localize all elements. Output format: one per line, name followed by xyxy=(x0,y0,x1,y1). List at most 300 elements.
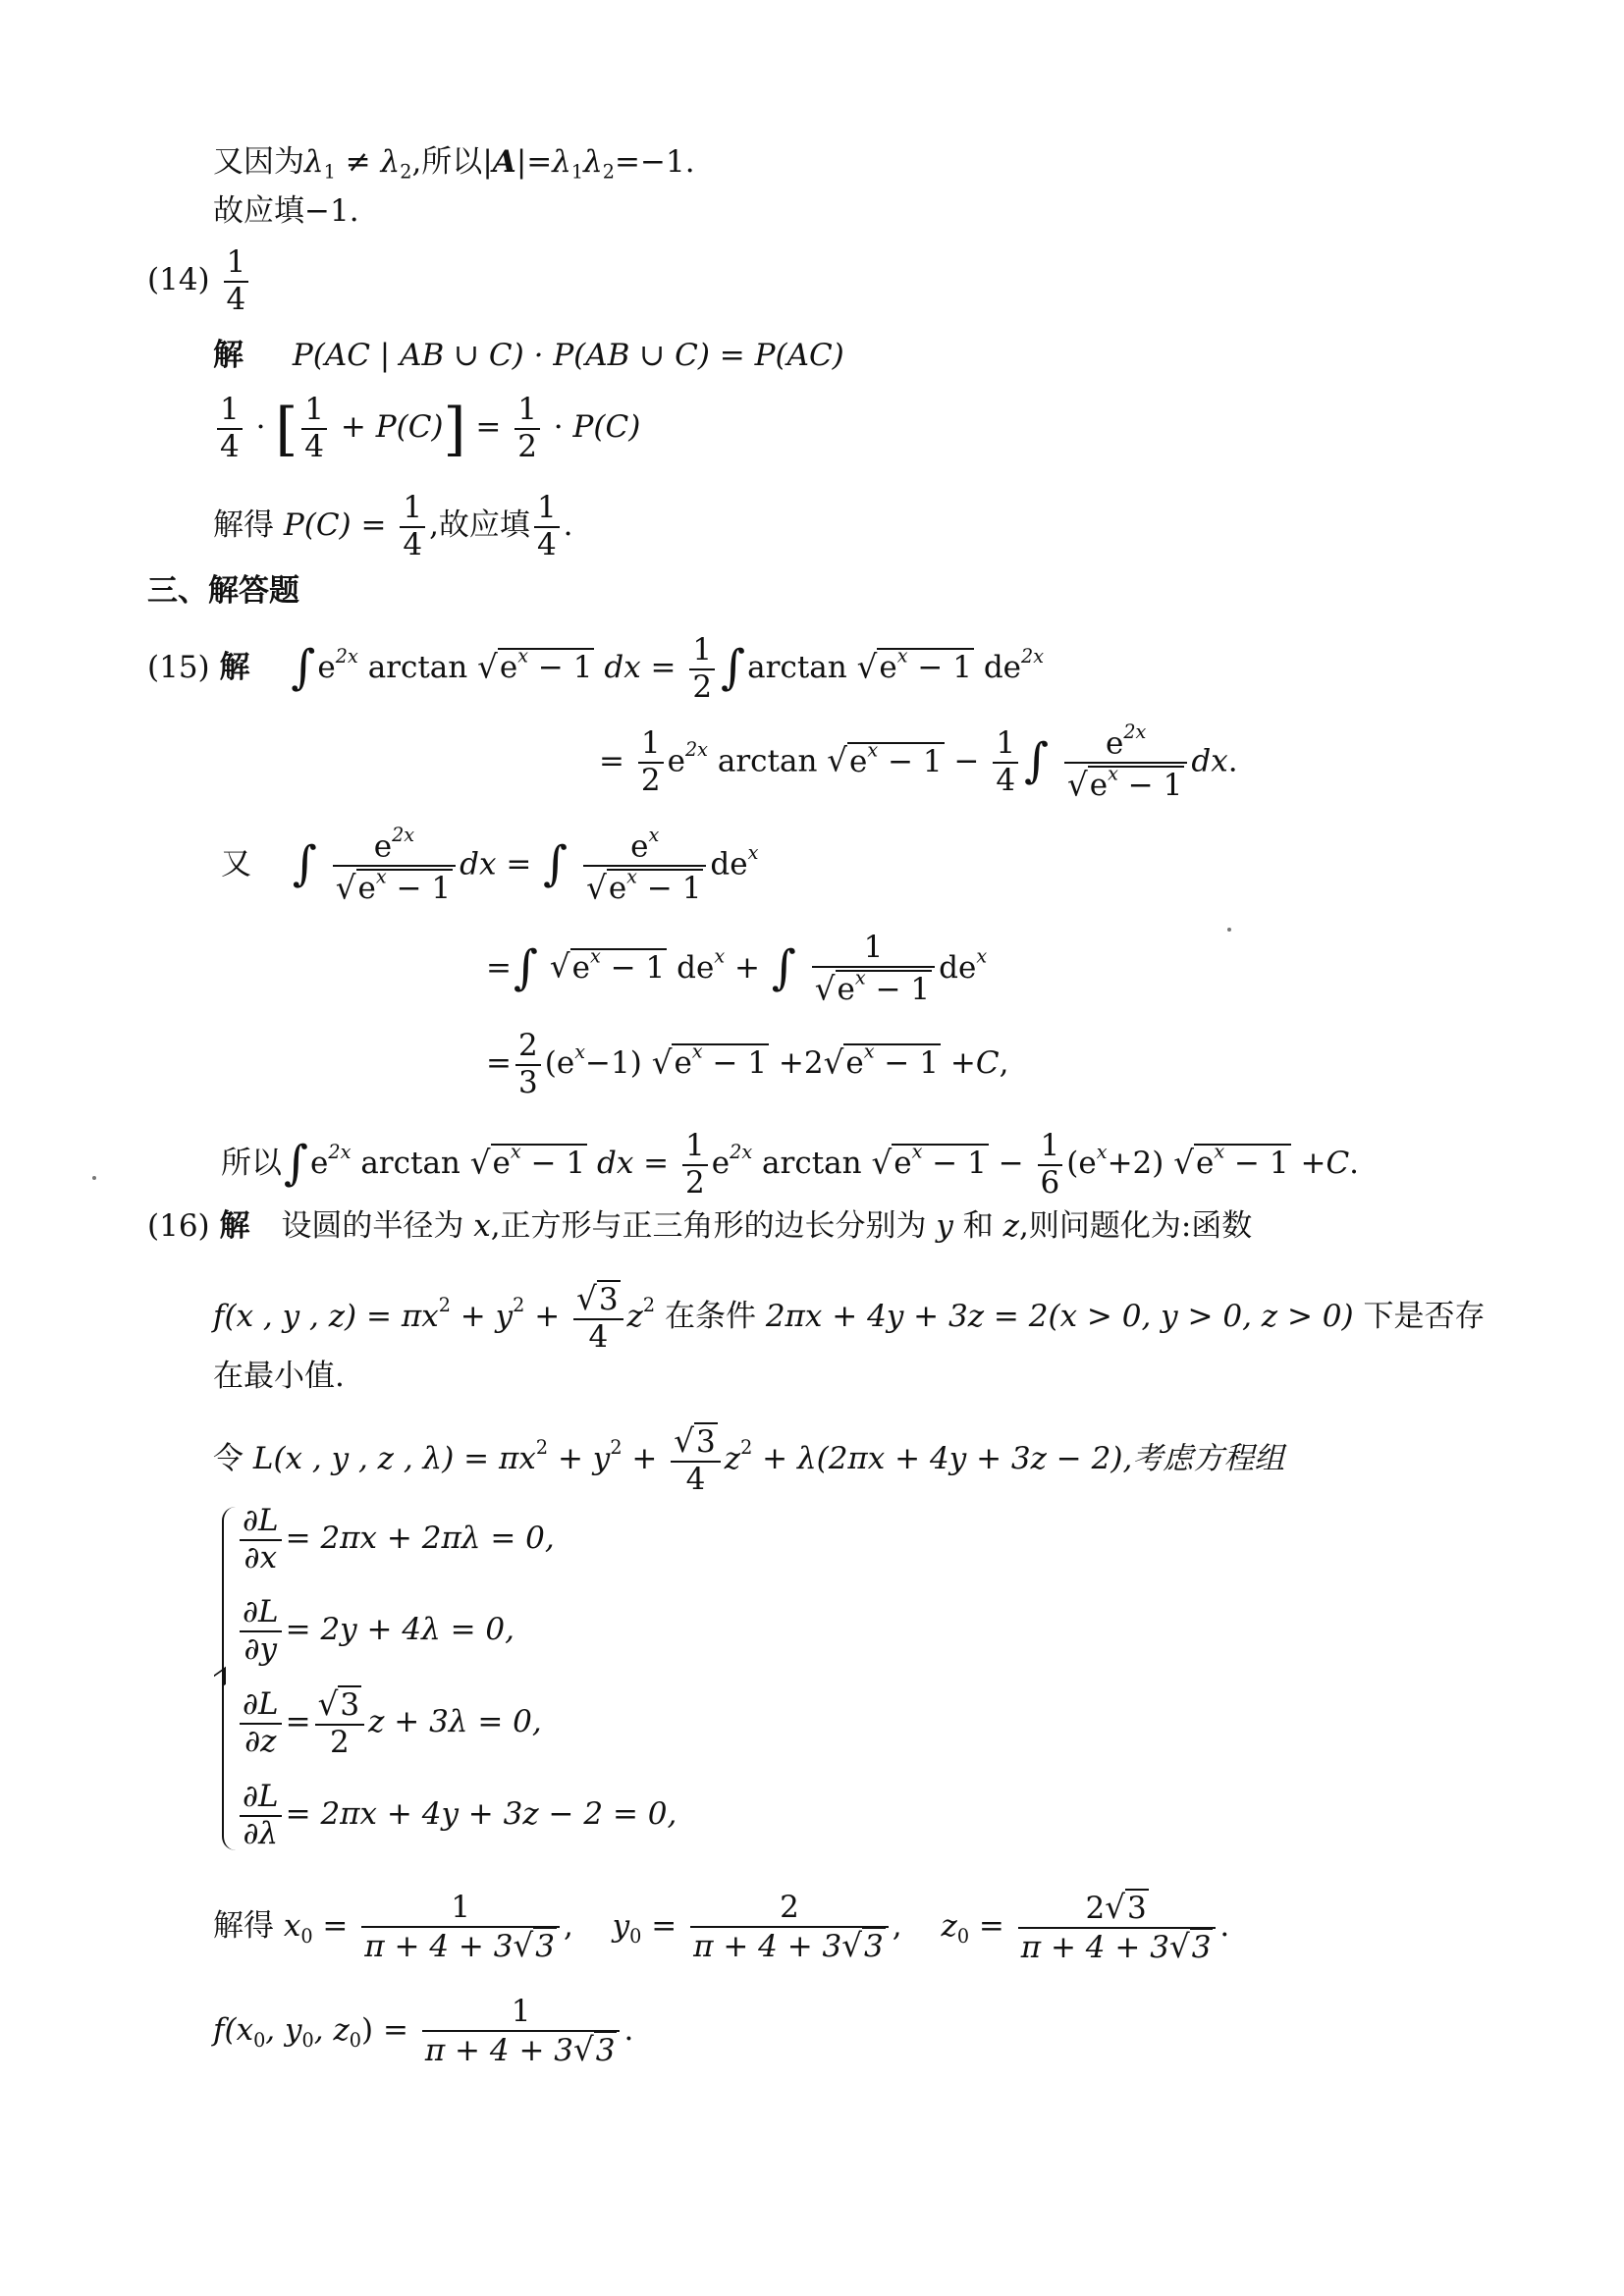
question-number: (14) xyxy=(147,262,210,298)
plus-sign: + xyxy=(778,1045,804,1082)
prob-p: P xyxy=(553,338,574,373)
eq-sign: = xyxy=(366,1299,392,1335)
arguments: (x , y , z) xyxy=(224,1299,357,1335)
text-segment: 在条件 xyxy=(664,1299,756,1335)
radicand xyxy=(1194,1140,1291,1182)
fraction xyxy=(1038,1129,1063,1201)
subscript: 0 xyxy=(253,2028,266,2052)
subscript: 0 xyxy=(349,2028,361,2052)
variable: z xyxy=(724,1441,741,1477)
exp-base: e xyxy=(373,828,393,865)
eq-sign: = xyxy=(486,949,512,986)
integral-sign: ∫ xyxy=(1024,733,1050,789)
minus-one: − 1 xyxy=(922,1146,987,1182)
equation-rhs: z + 3λ = 0, xyxy=(368,1704,542,1740)
square-root xyxy=(318,1686,361,1724)
fraction xyxy=(514,393,540,464)
dot-op: · xyxy=(553,409,564,446)
plus-sign: + xyxy=(557,1441,583,1477)
plus-sign: + xyxy=(949,1045,976,1082)
eq-sign: = xyxy=(599,743,624,779)
abs-bar: | xyxy=(482,144,493,180)
plus-sign: + xyxy=(340,409,366,446)
radicand xyxy=(892,1140,989,1182)
exp-base: e xyxy=(879,650,897,686)
exponent: 2 xyxy=(513,1293,525,1316)
exponent: x xyxy=(863,1040,875,1063)
fraction xyxy=(682,1129,708,1201)
differential: de xyxy=(677,949,715,986)
fraction xyxy=(301,393,327,464)
numerator: ∂L xyxy=(243,1686,279,1722)
fraction xyxy=(1064,721,1187,804)
q14-solution-line-2 xyxy=(213,393,640,464)
radical: √ xyxy=(576,1280,597,1317)
radicand xyxy=(491,1140,588,1182)
exponent: x xyxy=(648,824,660,846)
radical: √ xyxy=(814,970,836,1008)
denominator: 2 xyxy=(689,668,715,706)
variable: x xyxy=(473,1208,491,1244)
radical: √ xyxy=(841,1926,863,1964)
comma: , xyxy=(999,1045,1009,1082)
plus-sign: + xyxy=(734,949,760,986)
fraction xyxy=(422,1995,621,2068)
radicand: 3 xyxy=(535,1928,555,1964)
eq-sign: = xyxy=(526,144,553,180)
numerator: ∂L xyxy=(243,1779,279,1814)
square-root xyxy=(470,1142,587,1182)
numerator: 1 xyxy=(692,632,713,667)
denominator: 2 xyxy=(315,1724,364,1761)
exponent: x xyxy=(896,644,908,667)
radicand xyxy=(570,944,668,986)
lambda: λ xyxy=(304,144,324,180)
section-heading: 三、解答题 xyxy=(147,573,299,609)
event: (C) xyxy=(396,409,444,446)
radical: √ xyxy=(827,741,848,779)
variable: z xyxy=(941,1908,957,1945)
differential: dx xyxy=(1191,743,1228,779)
partial-derivative xyxy=(240,1687,282,1759)
comma: , xyxy=(892,1908,902,1945)
partial-derivative xyxy=(240,1780,282,1851)
variable: x xyxy=(283,1908,301,1945)
exponent: x xyxy=(854,966,866,989)
denominator xyxy=(1064,762,1187,804)
func-name: arctan xyxy=(367,650,468,686)
answer-fraction xyxy=(224,245,249,317)
exponent: x xyxy=(510,1140,521,1163)
solution-label: 解 xyxy=(213,338,244,373)
denominator: 2 xyxy=(682,1164,708,1201)
eq-sign: = xyxy=(322,1908,349,1945)
radicand xyxy=(836,966,933,1008)
q15-line-2 xyxy=(599,721,1238,804)
paren: ) xyxy=(361,2012,374,2049)
plus-sign: + xyxy=(1300,1146,1326,1182)
radicand: 3 xyxy=(1191,1929,1212,1965)
minus-one: − 1 xyxy=(1224,1146,1289,1182)
solution-label: 解 xyxy=(219,650,250,686)
den-expr: π + 4 + 3 xyxy=(693,1928,842,1964)
q16-line-4 xyxy=(213,1423,1284,1497)
variable: z xyxy=(626,1299,643,1335)
function-name: f xyxy=(213,1299,225,1335)
denominator: 4 xyxy=(573,1318,623,1356)
exp-base: e xyxy=(667,743,685,779)
variable: y xyxy=(495,1299,514,1335)
fraction xyxy=(583,825,706,907)
minus-sign: − xyxy=(953,743,980,779)
exponent: x xyxy=(574,1040,586,1063)
exp-base: e xyxy=(630,828,649,865)
equation-rhs: = 2y + 4λ = 0, xyxy=(285,1612,515,1648)
exponent: 2x xyxy=(1123,721,1147,743)
exponent: 2 xyxy=(740,1435,753,1459)
exponent: x xyxy=(747,841,759,865)
radicand xyxy=(672,1040,769,1082)
square-root xyxy=(871,1142,988,1182)
integral-sign: ∫ xyxy=(771,939,796,995)
denominator xyxy=(361,1926,560,1965)
differential: dx xyxy=(460,846,497,882)
text-segment: 所以 xyxy=(221,1146,282,1182)
q16-solution xyxy=(213,1890,1229,1965)
constant: C xyxy=(1326,1146,1350,1182)
scan-speck xyxy=(1227,928,1231,932)
integral-sign: ∫ xyxy=(292,836,317,892)
radical: √ xyxy=(513,1926,534,1964)
differential: dx xyxy=(596,1146,634,1182)
denominator xyxy=(583,865,706,907)
radical: √ xyxy=(573,2030,594,2068)
constraint-expr: 2πx + 4y + 3z = 2(x > 0, y > 0, z > 0) xyxy=(765,1299,1354,1335)
prob-p: P xyxy=(292,338,313,373)
eq-sign: = xyxy=(463,1441,490,1477)
minus-one: − 1 xyxy=(386,871,452,907)
denominator: 4 xyxy=(400,526,425,563)
period: . xyxy=(1227,743,1238,779)
subscript: 2 xyxy=(400,160,412,184)
den-expr: π + 4 + 3 xyxy=(1020,1929,1169,1965)
denominator xyxy=(812,966,935,1008)
radicand xyxy=(607,866,704,907)
dot-op: · xyxy=(255,409,266,446)
period: . xyxy=(1349,1146,1360,1182)
denominator: 4 xyxy=(534,526,560,563)
radical: √ xyxy=(674,1422,694,1460)
numerator xyxy=(671,1423,720,1461)
q15-line-4 xyxy=(486,931,987,1008)
comma: , xyxy=(563,1908,573,1945)
event: (C) xyxy=(303,507,352,544)
system-eq-3 xyxy=(236,1686,542,1760)
fraction xyxy=(690,1891,889,1964)
minus-sign: − xyxy=(998,1146,1024,1182)
exponent: x xyxy=(911,1140,923,1163)
variable: x xyxy=(518,1441,536,1477)
exponent: 2 xyxy=(642,1293,656,1316)
denominator: 2 xyxy=(514,428,540,465)
minus-one: − 1 xyxy=(878,743,943,779)
square-root xyxy=(586,867,703,907)
exp-base: e xyxy=(711,1146,731,1182)
radical: √ xyxy=(651,1043,673,1082)
scan-speck xyxy=(92,1176,96,1180)
radical: √ xyxy=(871,1144,893,1182)
exp-base: e xyxy=(837,972,855,1008)
eq-sign: = xyxy=(978,1908,1004,1945)
text-segment: 解得 xyxy=(213,507,274,544)
exponent: 2x xyxy=(684,738,708,762)
numerator: 1 xyxy=(996,725,1016,762)
text-segment: =−1. xyxy=(615,144,695,180)
neq-sign: ≠ xyxy=(345,144,371,180)
exponent: 2x xyxy=(335,644,358,667)
fraction xyxy=(217,393,243,464)
denominator xyxy=(1018,1927,1217,1966)
numerator: ∂L xyxy=(243,1594,279,1629)
radicand xyxy=(877,644,974,686)
exponent: x xyxy=(1096,1140,1108,1163)
minus-one: − 1 xyxy=(702,1045,768,1082)
minus-one: − 1 xyxy=(874,1045,939,1082)
denominator xyxy=(333,865,456,907)
denominator: 4 xyxy=(301,428,327,465)
exp-base: e xyxy=(1195,1146,1215,1182)
fraction xyxy=(812,931,935,1008)
q14-solution-line-3 xyxy=(213,491,573,562)
coefficient: 2 xyxy=(1085,1891,1106,1926)
function-name: f xyxy=(213,2012,225,2049)
subscript: 2 xyxy=(602,160,616,184)
denominator: 4 xyxy=(671,1461,720,1498)
exponent: 2 xyxy=(535,1435,549,1459)
exponent: 2 xyxy=(438,1293,451,1316)
arguments: , z xyxy=(313,2012,350,2049)
variable: y xyxy=(612,1908,630,1945)
right-bracket: ] xyxy=(443,394,466,462)
event: (C) xyxy=(593,409,641,446)
exp-base: e xyxy=(357,871,376,907)
prob-p: P xyxy=(754,338,776,373)
radical: √ xyxy=(823,1043,844,1082)
square-root xyxy=(815,968,932,1008)
q15-line-1 xyxy=(147,633,1044,705)
paren: ( xyxy=(544,1045,557,1082)
fraction xyxy=(689,633,715,705)
denominator: 3 xyxy=(515,1064,541,1101)
exp-base: e xyxy=(1089,768,1109,804)
eq-sign: = xyxy=(650,650,677,686)
exp-base: e xyxy=(499,650,518,686)
denominator xyxy=(690,1926,889,1965)
eq-sign: = xyxy=(486,1045,512,1082)
numerator: 1 xyxy=(220,392,240,427)
denominator: 6 xyxy=(1038,1164,1063,1201)
radical: √ xyxy=(549,947,570,986)
denominator: ∂z xyxy=(240,1723,282,1760)
radical: √ xyxy=(469,1144,491,1182)
numerator: 1 xyxy=(685,1128,705,1163)
square-root xyxy=(1169,1929,1213,1966)
denominator: ∂y xyxy=(240,1630,282,1668)
radicand xyxy=(847,738,945,779)
integral-sign: ∫ xyxy=(513,939,539,995)
radical: √ xyxy=(335,869,356,907)
exp-base: e xyxy=(1078,1146,1097,1182)
radical: √ xyxy=(1168,1927,1190,1965)
subscript: 0 xyxy=(301,2028,314,2052)
eq-sign: = xyxy=(651,1908,677,1945)
exponent: x xyxy=(691,1040,703,1063)
func-name: arctan xyxy=(360,1146,460,1182)
period: . xyxy=(1219,1908,1230,1945)
question-number: (16) xyxy=(147,1208,210,1244)
text-segment: ,所以 xyxy=(411,144,483,180)
differential: de xyxy=(939,949,977,986)
subscript: 1 xyxy=(323,160,336,184)
subscript: 1 xyxy=(570,160,584,184)
radical: √ xyxy=(586,869,607,907)
subscript: 0 xyxy=(956,1924,970,1948)
q16-line-1 xyxy=(147,1209,1252,1245)
fraction xyxy=(333,825,456,907)
q16-min-value xyxy=(213,1995,633,2068)
square-root xyxy=(336,867,453,907)
eq-sign: = xyxy=(360,507,387,544)
q15-line-3 xyxy=(221,825,758,907)
variable: x xyxy=(421,1299,439,1335)
denominator: 4 xyxy=(993,762,1018,799)
text-segment: + λ(2πx + 4y + 3z − 2),考虑方程组 xyxy=(762,1441,1285,1477)
fraction xyxy=(361,1891,560,1964)
denominator: 4 xyxy=(217,428,243,465)
numerator: 1 xyxy=(304,392,325,427)
square-root xyxy=(674,1423,717,1461)
exponent: x xyxy=(375,866,387,889)
plus-sign: + xyxy=(631,1441,658,1477)
q15-line-6 xyxy=(221,1129,1359,1201)
subscript: 0 xyxy=(629,1924,642,1948)
denominator xyxy=(422,2030,621,2069)
eq-sign: = xyxy=(382,2012,408,2049)
lambda: λ xyxy=(583,144,603,180)
minus-one: − 1 xyxy=(520,1146,586,1182)
numerator xyxy=(315,1686,364,1724)
numerator xyxy=(583,825,706,865)
fraction xyxy=(638,726,664,798)
numerator: 1 xyxy=(451,1890,470,1925)
system-eq-1 xyxy=(236,1504,555,1575)
plus-sign: + xyxy=(460,1299,486,1335)
plus-sign: + xyxy=(534,1299,561,1335)
radicand: 3 xyxy=(695,1424,716,1460)
exponent: x xyxy=(976,944,988,968)
numerator xyxy=(333,825,456,865)
equation-rhs: = 2πx + 2πλ = 0, xyxy=(285,1521,555,1557)
system-eq-2 xyxy=(236,1595,514,1667)
exponent: x xyxy=(867,738,879,762)
exp-base: e xyxy=(1105,725,1124,762)
exponent: 2x xyxy=(1021,644,1045,667)
radical: √ xyxy=(477,648,498,686)
exponent: 2x xyxy=(730,1140,753,1163)
radicand: 3 xyxy=(595,2032,616,2068)
arguments: (x xyxy=(224,2012,254,2049)
fraction xyxy=(315,1686,364,1760)
differential: de xyxy=(710,846,748,882)
text-segment: ,正方形与正三角形的边长分别为 xyxy=(490,1208,927,1244)
variable: y xyxy=(936,1208,953,1244)
constant: C xyxy=(975,1045,1000,1082)
exp-base: e xyxy=(317,650,336,686)
event-expr: (AB ∪ C) = xyxy=(573,338,755,373)
fraction xyxy=(573,1281,623,1355)
arguments: (x , y , z , λ) xyxy=(273,1441,455,1477)
numerator: 1 xyxy=(1040,1128,1060,1163)
fraction xyxy=(671,1423,720,1497)
func-name: arctan xyxy=(747,650,847,686)
subscript: 0 xyxy=(300,1924,313,1948)
exponent: x xyxy=(626,866,638,889)
square-root xyxy=(824,1041,941,1082)
square-root xyxy=(513,1928,556,1965)
text-segment: ,故应填 xyxy=(429,507,530,544)
numerator: 1 xyxy=(517,392,537,427)
exp-base: e xyxy=(310,1146,329,1182)
radicand: 3 xyxy=(598,1282,619,1317)
exponent: x xyxy=(714,944,726,968)
minus-one: − 1 xyxy=(600,949,666,986)
eq-sign: = xyxy=(285,1704,311,1740)
square-root xyxy=(1067,764,1184,804)
numerator: 1 xyxy=(640,725,661,762)
exponent: x xyxy=(1108,763,1118,786)
numerator: 1 xyxy=(226,244,246,280)
square-root xyxy=(1173,1142,1290,1182)
text-segment: +2) xyxy=(1107,1146,1164,1182)
eq-sign: = xyxy=(475,409,502,446)
partial-derivative xyxy=(240,1504,282,1575)
text-segment: 令 xyxy=(213,1441,244,1477)
numerator: 2 xyxy=(517,1028,538,1063)
eq-sign: = xyxy=(506,846,532,882)
minus-one: − 1 xyxy=(907,650,972,686)
period: . xyxy=(563,507,573,544)
radical: √ xyxy=(1067,766,1088,804)
differential: de xyxy=(983,650,1022,686)
coefficient: 2 xyxy=(803,1045,824,1082)
numerator: 2 xyxy=(780,1890,799,1925)
minus-one: − 1 xyxy=(865,972,931,1008)
text-segment: 又 xyxy=(221,846,251,882)
exp-base: e xyxy=(845,1045,864,1082)
den-expr: π + 4 + 3 xyxy=(424,2032,573,2068)
radicand: 3 xyxy=(1126,1891,1147,1926)
exp-base: e xyxy=(608,871,627,907)
system-eq-4 xyxy=(236,1780,677,1851)
numerator: 1 xyxy=(863,930,884,965)
fraction xyxy=(400,491,425,562)
radicand xyxy=(843,1040,941,1082)
exponent: x xyxy=(517,644,529,667)
solution-label: 解 xyxy=(219,1208,250,1244)
radical: √ xyxy=(856,648,878,686)
prob-p: P xyxy=(375,409,397,446)
radical: √ xyxy=(1173,1144,1194,1182)
